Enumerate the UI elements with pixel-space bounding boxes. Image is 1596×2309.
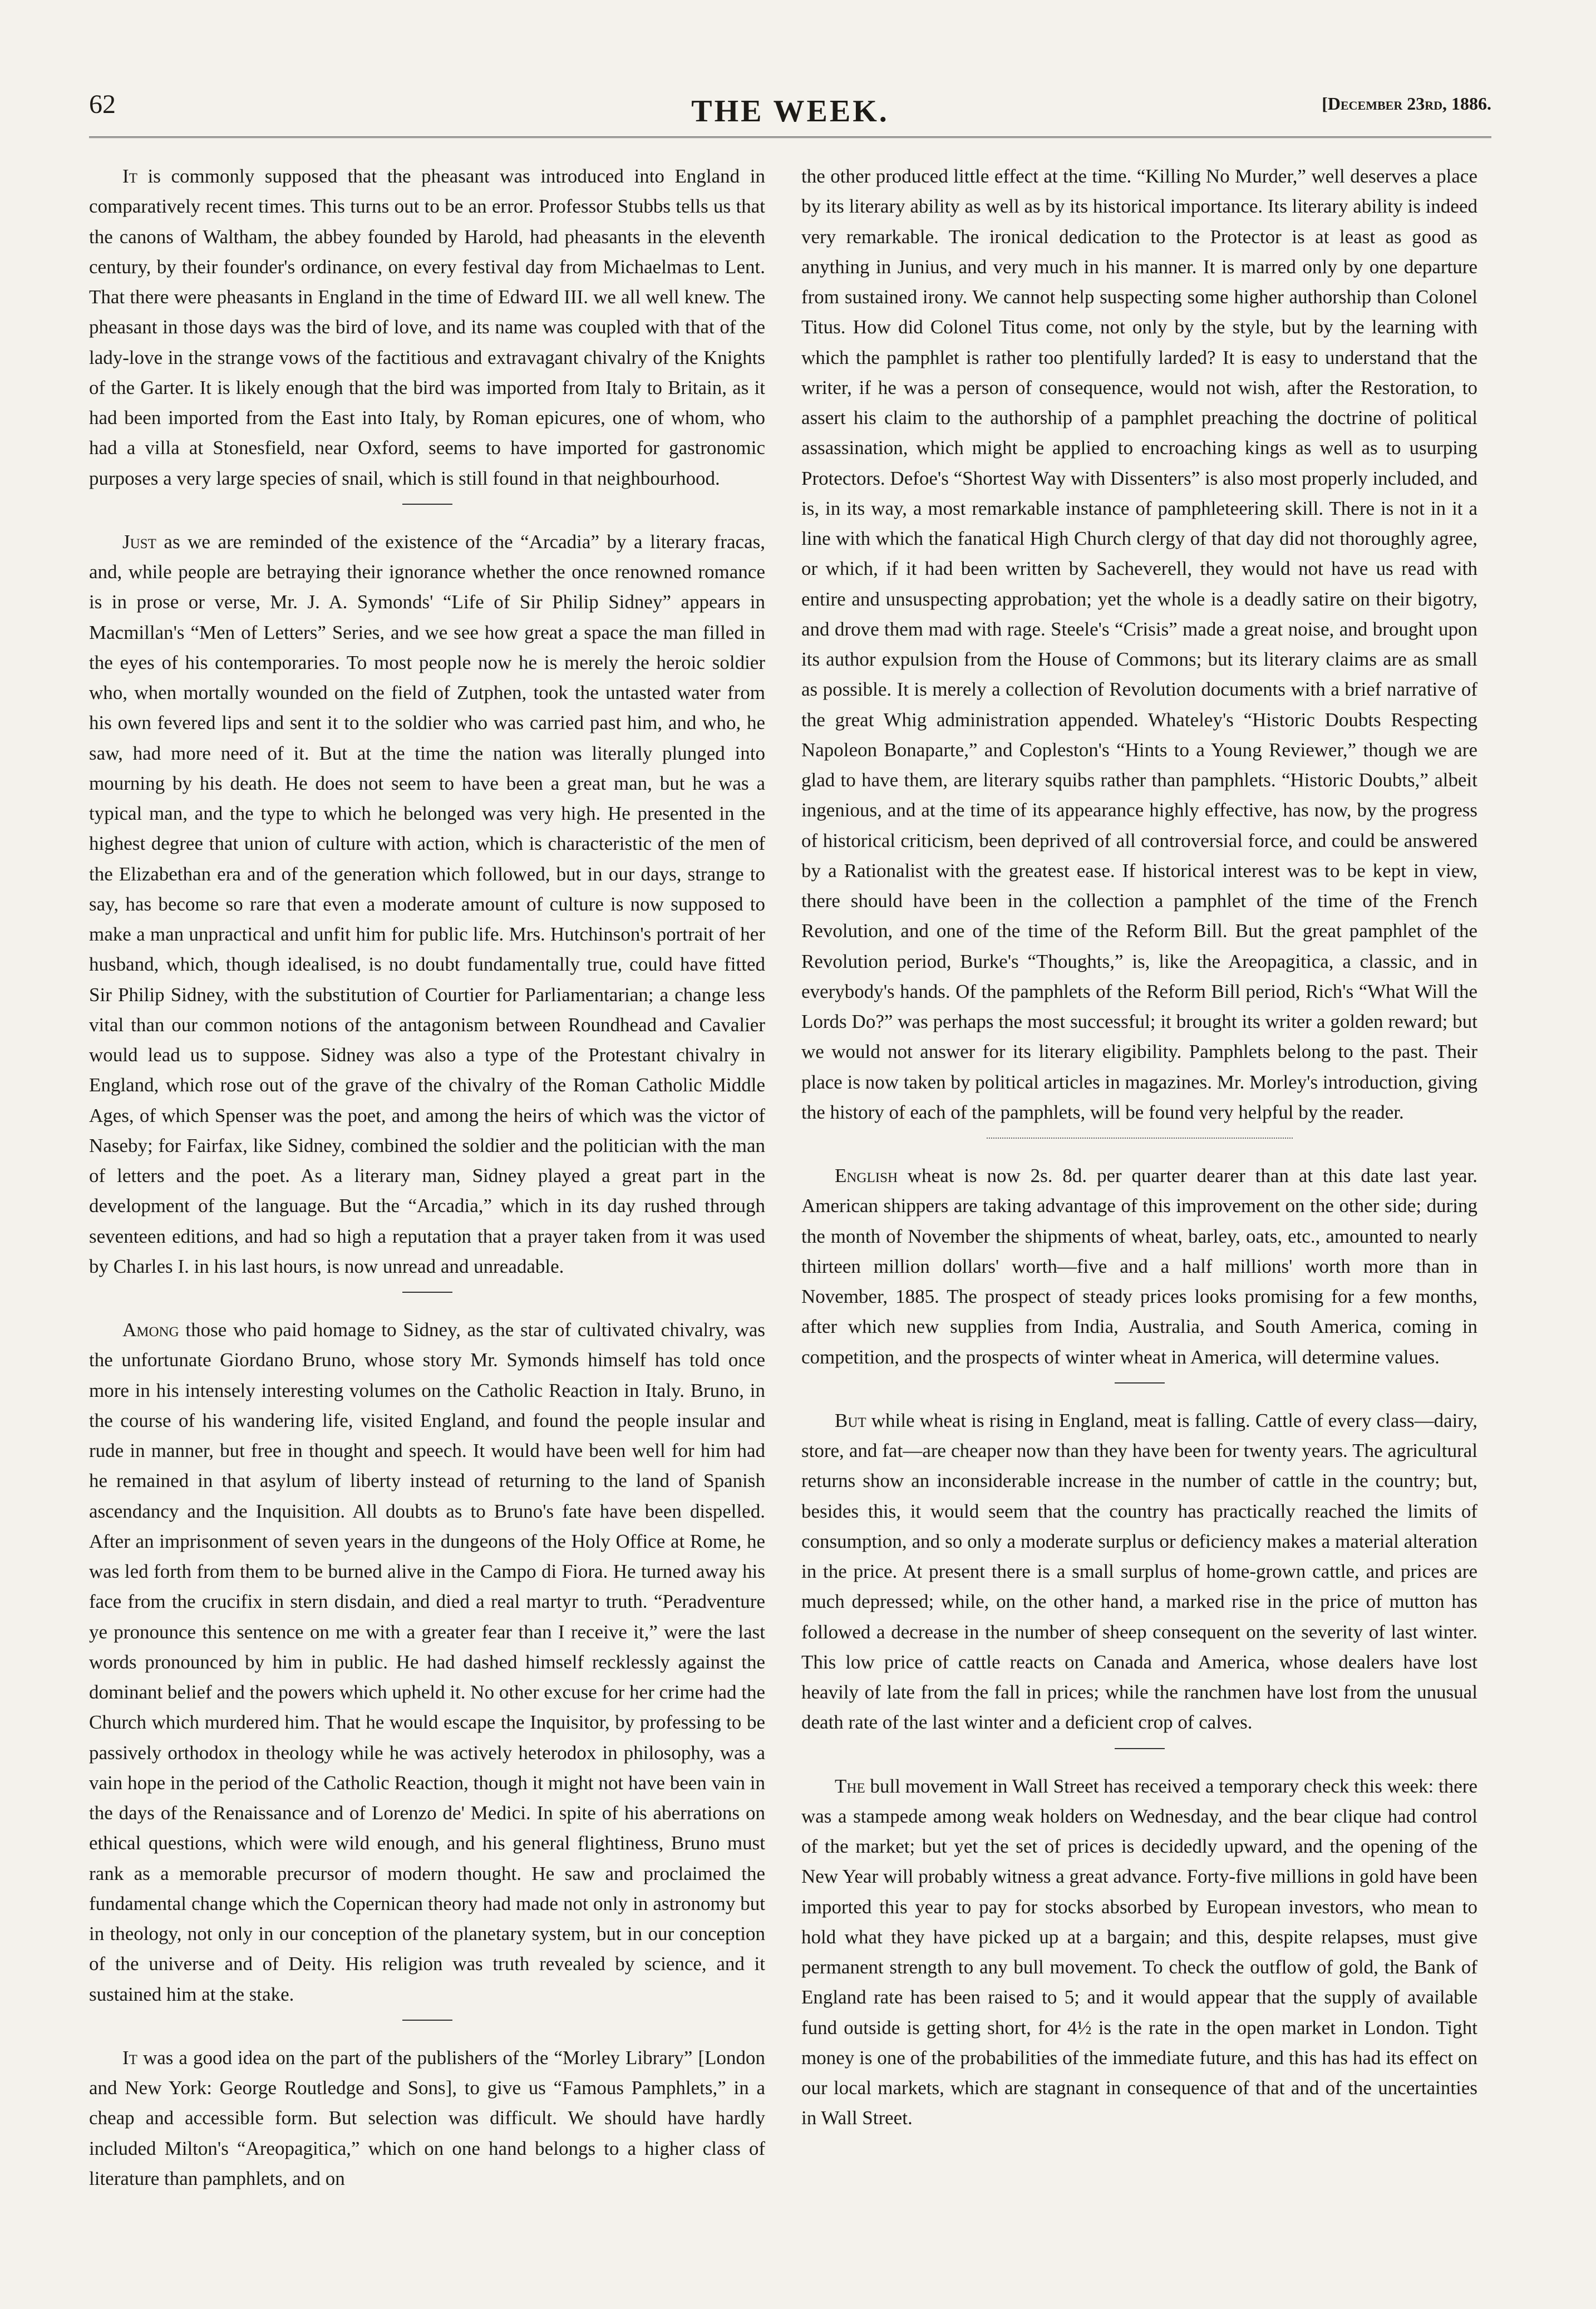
issue-date: [December 23rd, 1886. <box>1322 93 1491 114</box>
paragraph-pamphlets: It was a good idea on the part of the publishers of the “Morley Library” [London and New York: George Routledge and Sons], to give us “Famous Pamphlets,” in a cheap and accessible form. But selection was difficult. We should have hardly included Milton's “Areopagitica,” which on one hand belongs to a higher class of literature than pamphlets, and on <box>89 2046 766 2189</box>
paragraph-wall-street: The bull movement in Wall Street has received a temporary check this week: there was a stampede among weak holders on Wednesday, and the bear clique had control of the market; but yet the set of prices is decidedly upward, and the opening of the New Year will probably witness a great advance. Forty-five millions in gold have been imported this year to pay for stocks absorbed by European investors, who mean to hold what they have picked up at a bargain; and this, despite relapses, must give permanent strength to any bull movement. To check the outflow of gold, the Bank of England rate has been raised to 5; and it would appear that the supply of available fund outside is getting short, for 4½ is the rate in the open market in London. Tight money is one of the probabilities of the immediate future, and this has had its effect on our local markets, which are stagnant in consequence of that and of the uncertainties in Wall Street. <box>801 1775 1477 2129</box>
section-divider <box>402 1292 452 1293</box>
section-divider <box>987 1138 1293 1139</box>
paragraph-pheasant: It is commonly supposed that the pheasant was introduced into England in comparatively recent times. This turns out to be an error. Professor Stubbs tells us that the canons of Waltham, the abbey founded by Harold, had pheasants in the eleventh century, by their founder's ordinance, on every festival day from Michaelmas to Lent. That there were pheasants in England in the time of Edward III. we all well knew. The pheasant in those days was the bird of love, and its name was coupled with that of the lady-love in the strange vows of the factitious and extravagant chivalry of the Knights of the Garter. It is likely enough that the bird was imported from Italy to Britain, as it had been imported from the East into Italy, by Roman epicures, one of whom, who had a villa at Stonesfield, near Oxford, seems to have imported for gastronomic purposes a very large species of snail, which is still found in that neighbourhood. <box>89 165 766 489</box>
right-column <box>801 161 1477 2144</box>
section-divider <box>402 504 452 505</box>
page-header <box>89 83 1491 145</box>
page-number: 62 <box>89 90 116 119</box>
journal-title: THE WEEK. <box>691 94 889 129</box>
section-divider <box>1115 1382 1165 1384</box>
header-rule <box>89 136 1491 138</box>
section-divider <box>402 2020 452 2021</box>
paragraph-pamphlets-continued: the other produced little effect at the time. “Killing No Murder,” well deserves a place by its literary ability as well as by its historical importance. Its literary ability is indeed very remarkable. The ironical dedication to the Protector is at least as good as anything in Junius, and very much in his manner. It is marred only by one departure from sustained irony. We cannot help suspecting some higher authorship than Colonel Titus. How did Colonel Titus come, not only by the style, but by the learning with which the pamphlet is rather too plentifully larded? It is easy to understand that the writer, if he was a person of consequence, would not wish, after the Restoration, to assert his claim to the authorship of a pamphlet preaching the doctrine of political assassination, which might be applied to encroaching kings as well as to usurping Protectors. Defoe's “Shortest Way with Dissenters” is also most properly included, and is, in its way, a most remarkable instance of pamphleteering skill. There is not in it a line with which the fanatical High Church clergy of that day did not thoroughly agree, or which, if it had been written by Sacheverell, they would not have us read with entire and unsuspecting approbation; yet the whole is a deadly satire on their bigotry, and drove them mad with rage. Steele's “Crisis” made a great noise, and brought upon its author expulsion from the House of Commons; but its literary claims are as small as possible. It is merely a collection of Revolution documents with a brief narrative of the great Whig administration appended. Whateley's “Historic Doubts Respecting Napoleon Bonaparte,” and Copleston's “Hints to a Young Reviewer,” though we are glad to have them, are literary squibs rather than pamphlets. “Historic Doubts,” albeit ingenious, and at the time of its appearance highly effective, has now, by the progress of historical criticism, been deprived of all controversial force, and could be answered by a Rationalist with the greatest ease. If historical interest was to be kept in view, there should have been in the collection a pamphlet of the time of the French Revolution, and one of the time of the Reform Bill. But the great pamphlet of the Revolution period, Burke's “Thoughts,” is, like the Areopagitica, a classic, and in everybody's hands. Of the pamphlets of the Reform Bill period, Rich's “What Will the Lords Do?” was perhaps the most successful; it brought its writer a golden reward; but we would not answer for its literary eligibility. Pamphlets belong to the past. Their place is now taken by political articles in magazines. Mr. Morley's introduction, giving the history of each of the pamphlets, will be found very helpful by the reader. <box>801 165 1477 1123</box>
paragraph-sidney: Just as we are reminded of the existence of the “Arcadia” by a literary fracas, and, while people are betraying their ignorance whether the once renowned romance is in prose or verse, Mr. J. A. Symonds' “Life of Sir Philip Sidney” appears in Macmillan's “Men of Letters” Series, and we see how great a space the man filled in the eyes of his contemporaries. To most people now he is merely the heroic soldier who, when mortally wounded on the field of Zutphen, took the untasted water from his own fevered lips and sent it to the soldier who was carried past him, and who, he saw, had more need of it. But at the time the nation was literally plunged into mourning by his death. He does not seem to have been a great man, but he was a typical man, and the type to which he belonged was very high. He presented in the highest degree that union of culture with action, which is characteristic of the men of the Elizabethan era and of the generation which followed, but in our days, strange to say, has become so rare that even a moderate amount of culture is now supposed to make a man unpractical and unfit him for public life. Mrs. Hutchinson's portrait of her husband, which, though idealised, is no doubt fundamentally true, could have fitted Sir Philip Sidney, with the substitution of Courtier for Parliamentarian; a change less vital than our common notions of the antagonism between Roundhead and Cavalier would lead us to suppose. Sidney was also a type of the Protestant chivalry in England, which rose out of the grave of the chivalry of the Roman Catholic Middle Ages, of which Spenser was the poet, and among the heirs of which was the victor of Naseby; for Fairfax, like Sidney, combined the soldier and the politician with the man of letters and the poet. As a literary man, Sidney played a great part in the development of the language. But the “Arcadia,” which in its day rushed through seventeen editions, and had so high a reputation that a prayer taken from it was used by Charles I. in his last hours, is now unread and unreadable. <box>89 530 765 1277</box>
paragraph-wheat: English wheat is now 2s. 8d. per quarter dearer than at this date last year. American shippers are taking advantage of this improvement on the other side; during the month of November the shipments of wheat, barley, oats, etc., amounted to nearly thirteen million dollars' worth—five and a half millions' worth more than in November, 1885. The prospect of steady prices looks promising for a few months, after which new supplies from India, Australia, and South America, coming in competition, and the prospects of winter wheat in America, will determine values. <box>801 1165 1478 1368</box>
paragraph-bruno: Among those who paid homage to Sidney, as the star of cultivated chivalry, was the unfortunate Giordano Bruno, whose story Mr. Symonds himself has told once more in his intensely interesting volumes on the Catholic Reaction in Italy. Bruno, in the course of his wandering life, visited England, and found the people insular and rude in manner, but free in thought and speech. It would have been well for him had he remained in that asylum of liberty instead of returning to the land of Spanish ascendancy and the Inquisition. All doubts as to Bruno's fate have been dispelled. After an imprisonment of seven years in the dungeons of the Holy Office at Rome, he was led forth from them to be burned alive in the Campo di Fiora. He turned away his face from the crucifix in stern disdain, and died a real martyr to truth. “Peradventure ye pronounce this sentence on me with a greater fear than I receive it,” were the last words pronounced by him in public. He had dashed himself recklessly against the dominant belief and the powers which upheld it. No other excuse for her crime had the Church which murdered him. That he would escape the Inquisitor, by professing to be passively orthodox in theology while he was actively heterodox in philosophy, was a vain hope in the period of the Catholic Reaction, though it might not have been vain in the days of the Renaissance and of Lorenzo de' Medici. In spite of his aberrations on ethical questions, which were wild enough, and his general flightiness, Bruno must rank as a memorable precursor of modern thought. He saw and proclaimed the fundamental change which the Copernican theory had made not only in astronomy but in theology, not only in our conception of the planetary system, but in our conception of the universe and of Deity. His religion was truth revealed by science, and it sustained him at the stake. <box>89 1319 766 2005</box>
section-divider <box>1115 1748 1165 1749</box>
paragraph-cattle: But while wheat is rising in England, meat is falling. Cattle of every class—dairy, store, and fat—are cheaper now than they have been for twenty years. The agricultural returns show an inconsiderable increase in the number of cattle in the country; but, besides this, it would seem that the country has practically reached the limits of consumption, and so only a moderate surplus or deficiency makes a material alteration in the price. At present there is a small surplus of home-grown cattle, and prices are much depressed; while, on the other hand, a marked rise in the price of mutton has followed a decrease in the number of sheep consequent on the severity of last winter. This low price of cattle reacts on Canada and America, whose dealers have lost heavily of late from the fall in prices; while the ranchmen have lost from the unusual death rate of the last winter and a deficient crop of calves. <box>801 1409 1477 1734</box>
left-column <box>89 161 765 2204</box>
